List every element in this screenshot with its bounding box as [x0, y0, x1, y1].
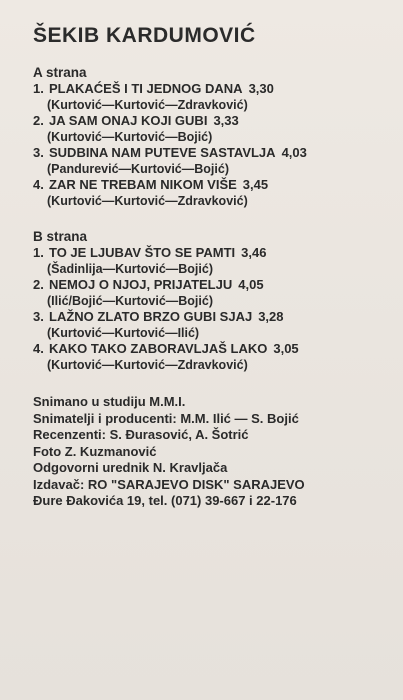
track-item — [33, 113, 393, 145]
track-number: 2. — [33, 277, 44, 292]
credit-line-editor: Odgovorni urednik N. Kravljača — [33, 460, 228, 475]
track-credits: (Kurtović—Kurtović—Zdravković) — [47, 358, 248, 372]
track-number: 4. — [33, 177, 44, 192]
track-number: 4. — [33, 341, 44, 356]
track-title: TO JE LJUBAV ŠTO SE PAMTI — [49, 245, 236, 260]
credit-line-studio: Snimano u studiju M.M.I. — [33, 394, 186, 409]
track-item — [33, 245, 393, 277]
track-title: PLAKAĆEŠ I TI JEDNOG DANA — [49, 81, 243, 96]
track-credits: (Kurtović—Kurtović—Zdravković) — [47, 98, 248, 112]
track-title: NEMOJ O NJOJ, PRIJATELJU — [49, 277, 233, 292]
track-duration: 3,30 — [248, 81, 274, 96]
track-item — [33, 341, 393, 373]
track-item — [33, 277, 393, 309]
side-b-tracklist — [33, 228, 393, 373]
production-credits — [33, 394, 398, 510]
credit-line-producers: Snimatelji i producenti: M.M. Ilić — S. Bojić — [33, 410, 299, 426]
track-duration: 3,05 — [273, 341, 299, 356]
track-duration: 3,45 — [242, 177, 269, 192]
track-duration: 3,46 — [241, 245, 267, 260]
credit-line-reviewers: Recenzenti: S. Đurasović, A. Šotrić — [33, 427, 249, 442]
track-credits: (Kurtović—Kurtović—Zdravković) — [47, 194, 248, 208]
track-item — [33, 81, 393, 113]
side-b-label: B strana — [33, 229, 88, 244]
track-title: LAŽNO ZLATO BRZO GUBI SJAJ — [49, 309, 253, 324]
track-duration: 3,28 — [258, 309, 284, 324]
artist-name: ŠEKIB KARDUMOVIĆ — [33, 24, 256, 47]
track-duration: 4,03 — [281, 145, 307, 160]
track-duration: 4,05 — [238, 277, 264, 292]
credit-line-photo: Foto Z. Kuzmanović — [33, 443, 157, 459]
track-title: JA SAM ONAJ KOJI GUBI — [49, 113, 208, 128]
track-number: 1. — [33, 81, 44, 96]
credit-line-publisher: Izdavač: RO "SARAJEVO DISK" SARAJEVO — [33, 476, 305, 492]
track-duration: 3,33 — [213, 113, 239, 128]
track-item — [33, 145, 393, 177]
track-item — [33, 177, 393, 209]
track-number: 1. — [33, 245, 44, 260]
side-a-tracklist — [33, 64, 393, 209]
track-number: 3. — [33, 309, 44, 324]
track-title: KAKO TAKO ZABORAVLJAŠ LAKO — [49, 341, 268, 356]
credit-line-address: Đure Đakovića 19, tel. (071) 39-667 i 22-176 — [33, 493, 297, 508]
track-credits: (Kurtović—Kurtović—Bojić) — [47, 130, 213, 144]
side-a-label: A strana — [33, 65, 87, 80]
track-number: 2. — [33, 113, 44, 128]
track-credits: (Ilić/Bojić—Kurtović—Bojić) — [47, 294, 213, 308]
track-title: ZAR NE TREBAM NIKOM VIŠE — [49, 177, 237, 192]
track-credits: (Pandurević—Kurtović—Bojić) — [47, 162, 229, 176]
track-credits: (Šadinlija—Kurtović—Bojić) — [47, 262, 213, 276]
track-item — [33, 309, 393, 341]
track-title: SUDBINA NAM PUTEVE SASTAVLJA — [49, 145, 276, 160]
track-credits: (Kurtović—Kurtović—Ilić) — [47, 326, 200, 340]
track-number: 3. — [33, 145, 44, 160]
